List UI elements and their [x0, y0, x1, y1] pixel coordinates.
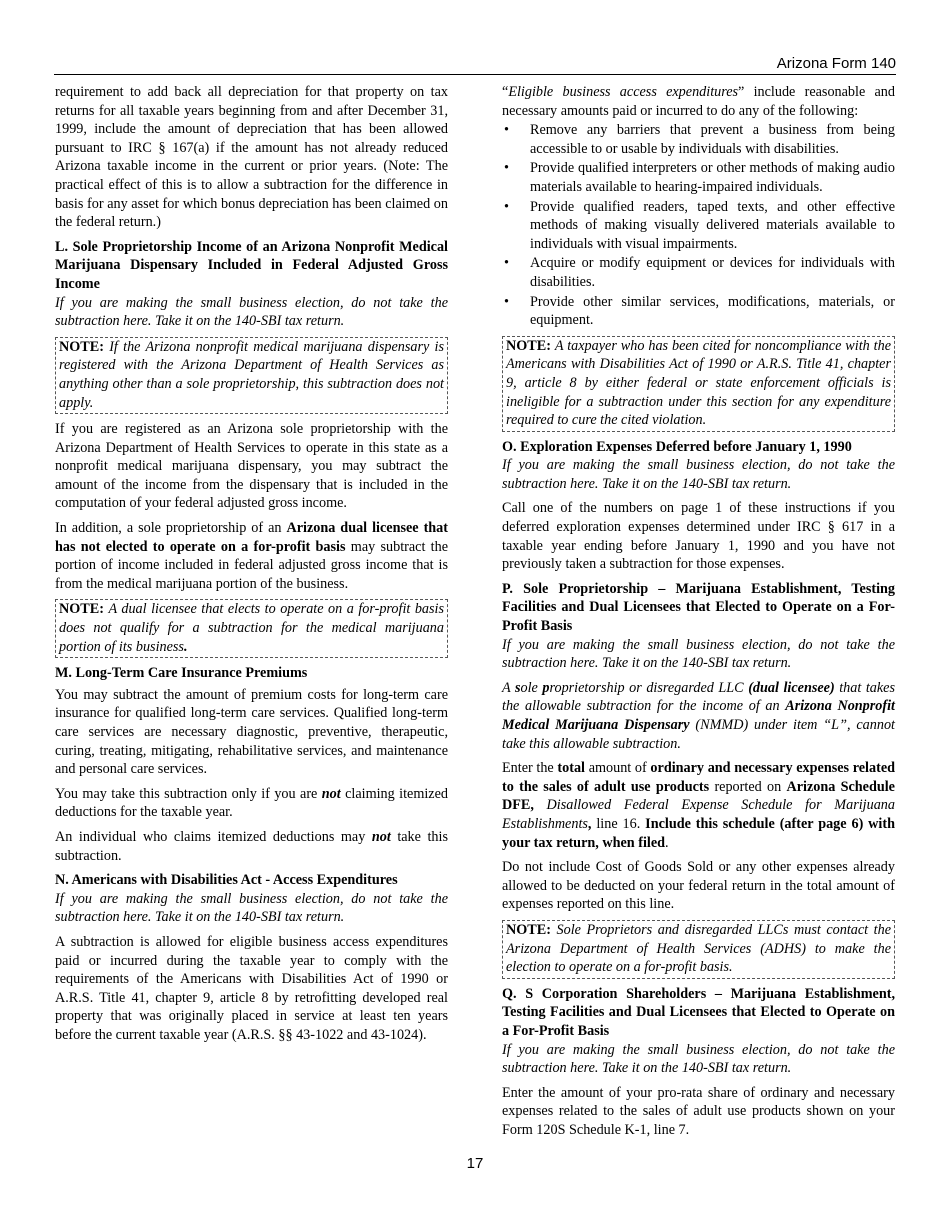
- section-p-paragraph-1: A sole proprietorship or disregarded LLC (dual licensee) that takes the allowable subtraction for the income of an Arizona Nonprofit Medical Marijuana Dispensary (NMMD) under item “L”, cannot take this allowable subtraction.: [502, 679, 895, 752]
- section-m-paragraph-2: You may take this subtraction only if you are not claiming itemized deductions for the taxable year.: [55, 785, 448, 821]
- section-n-paragraph-1: A subtraction is allowed for eligible business access expenditures paid or incurred during the taxable year to comply with the requirements of the Americans with Disabilities Act of 1990 or A.R.S. Title 41, chapter 9, article 8 by retrofitting developed real property that was originally placed in service at least ten years before the current taxable year (A.R.S. §§ 43-1022 and 43-1024).: [55, 933, 448, 1043]
- section-p-sbi-note: If you are making the small business election, do not take the subtraction here. Take it on the 140-SBI tax return.: [502, 636, 895, 672]
- section-o-sbi-note: If you are making the small business election, do not take the subtraction here. Take it on the 140-SBI tax return.: [502, 457, 895, 492]
- eligible-expenditures-list: [502, 121, 895, 330]
- form-title: Arizona Form 140: [776, 55, 896, 72]
- note-text: Sole Proprietors and disregarded LLCs must contact the Arizona Department of Health Services (ADHS) to make the election to operate on a for-profit basis.: [506, 921, 891, 976]
- section-p-paragraph-3: Do not include Cost of Goods Sold or any other expenses already allowed to be deducted on your federal return in the total amount of expenses reported on this line.: [502, 859, 895, 913]
- header-divider: [54, 74, 896, 75]
- note-label: NOTE:: [506, 337, 551, 354]
- list-item: • Provide qualified readers, taped texts, and other effective methods of making visually delivered materials available to individuals with visual impairments.: [502, 198, 895, 254]
- section-l-paragraph-2: In addition, a sole proprietorship of an Arizona dual licensee that has not elected to operate on a for-profit basis may subtract the portion of income included in federal adjusted gross income that is from the medical marijuana portion of the business.: [55, 520, 449, 592]
- section-p-paragraph-2: Enter the total amount of ordinary and necessary expenses related to the sales of adult use products reported on Arizona Schedule DFE, Disallowed Federal Expense Schedule for Marijuana Establishments, line 16. Include this schedule (after page 6) with your tax return, when filed.: [502, 760, 896, 851]
- page-number: 17: [466, 1155, 484, 1172]
- section-m-heading: M. Long-Term Care Insurance Premiums: [55, 665, 308, 682]
- note-text: A taxpayer who has been cited for noncompliance with the Americans with Disabilities Act of 1990 or A.R.S. Title 41, chapter 9, article 8 by either federal or state enforcement officials is ineligible for a subtraction under this section for any expenditure required to cure the cited violation.: [506, 337, 892, 429]
- section-p-heading: P. Sole Proprietorship – Marijuana Establishment, Testing Facilities and Dual Licensees that Elected to Operate on a For-Profit Basis: [502, 580, 895, 635]
- section-q-heading: Q. S Corporation Shareholders – Marijuana Establishment, Testing Facilities and Dual Licensees that Elected to Operate on a For-Profit Basis: [502, 985, 895, 1039]
- section-q-sbi-note: If you are making the small business election, do not take the subtraction here. Take it on the 140-SBI tax return.: [502, 1041, 895, 1077]
- note-text: If the Arizona nonprofit medical marijuana dispensary is registered with the Arizona Department of Health Services as anything other than a sole proprietorship, this subtraction does not apply.: [59, 338, 444, 411]
- eligible-expenditures-paragraph: “Eligible business access expenditures” include reasonable and necessary amounts paid or incurred to do any of the following:: [502, 84, 895, 119]
- section-p-note-box: [502, 920, 895, 979]
- list-item: • Provide other similar services, modifications, materials, or equipment.: [502, 293, 895, 330]
- list-item: • Acquire or modify equipment or devices for individuals with disabilities.: [502, 254, 895, 291]
- section-n-sbi-note: If you are making the small business election, do not take the subtraction here. Take it on the 140-SBI tax return.: [55, 890, 448, 926]
- section-n-heading: N. Americans with Disabilities Act - Access Expenditures: [55, 872, 398, 889]
- section-l-paragraph-1: If you are registered as an Arizona sole proprietorship with the Arizona Department of Health Services to operate in this state as a nonprofit medical marijuana dispensary, you may subtract the amount of the income from the dispensary that is included in the computation of your federal adjusted gross income.: [55, 421, 448, 512]
- list-item: • Remove any barriers that prevent a business from being accessible to or usable by individuals with disabilities.: [502, 121, 895, 158]
- list-item: • Provide qualified interpreters or other methods of making audio materials available to hearing-impaired individuals.: [502, 159, 895, 196]
- section-l-note-box: [55, 337, 448, 414]
- ada-note-box: [502, 336, 895, 432]
- section-o-paragraph-1: Call one of the numbers on page 1 of these instructions if you deferred exploration expenses determined under IRC § 617 in a taxable year ending before January 1, 1990 and you have not previously taken a subtraction for those expenses.: [502, 500, 895, 573]
- note-text: A dual licensee that elects to operate on a for-profit basis does not qualify for a subtraction for the medical marijuana portion of its business: [59, 601, 444, 655]
- section-m-paragraph-1: You may subtract the amount of premium costs for long-term care insurance for qualified long-term care services. Qualified long-term care services are necessary diagnostic, preventive, therapeutic, curing, treating, mitigating, rehabilitative services, and maintenance and personal care services.: [55, 686, 448, 778]
- left-column: [55, 83, 448, 1051]
- section-l-sbi-note: If you are making the small business election, do not take the subtraction here. Take it on the 140-SBI tax return.: [55, 294, 448, 330]
- section-q-paragraph-1: Enter the amount of your pro-rata share of ordinary and necessary expenses related to the sales of adult use products shown on your Form 120S Schedule K-1, line 7.: [502, 1084, 895, 1138]
- section-m-paragraph-3: An individual who claims itemized deductions may not take this subtraction.: [55, 828, 448, 864]
- note-label: NOTE:: [59, 338, 104, 355]
- section-l-dual-licensee-note-box: NOTE: A dual licensee that elects to operate on a for-profit basis does not qualify for a subtraction for the medical marijuana portion of its business.: [55, 599, 448, 658]
- note-label: NOTE:: [59, 601, 104, 618]
- right-column: [502, 83, 895, 1145]
- note-label: NOTE:: [506, 921, 551, 938]
- section-l-heading: L. Sole Proprietorship Income of an Arizona Nonprofit Medical Marijuana Dispensary Included in Federal Adjusted Gross Income: [55, 238, 448, 292]
- section-o-heading: O. Exploration Expenses Deferred before January 1, 1990: [502, 438, 852, 455]
- intro-paragraph: requirement to add back all depreciation for that property on tax returns for all taxable years beginning from and after December 31, 1999, include the amount of depreciation that has been allowed pursuant to IRC § 167(a) if the amount has not already reduced Arizona taxable income in the current or prior years. (Note: The practical effect of this is to allow a subtraction for the difference in basis for any asset for which bonus depreciation has been claimed on the federal return.): [55, 84, 448, 231]
